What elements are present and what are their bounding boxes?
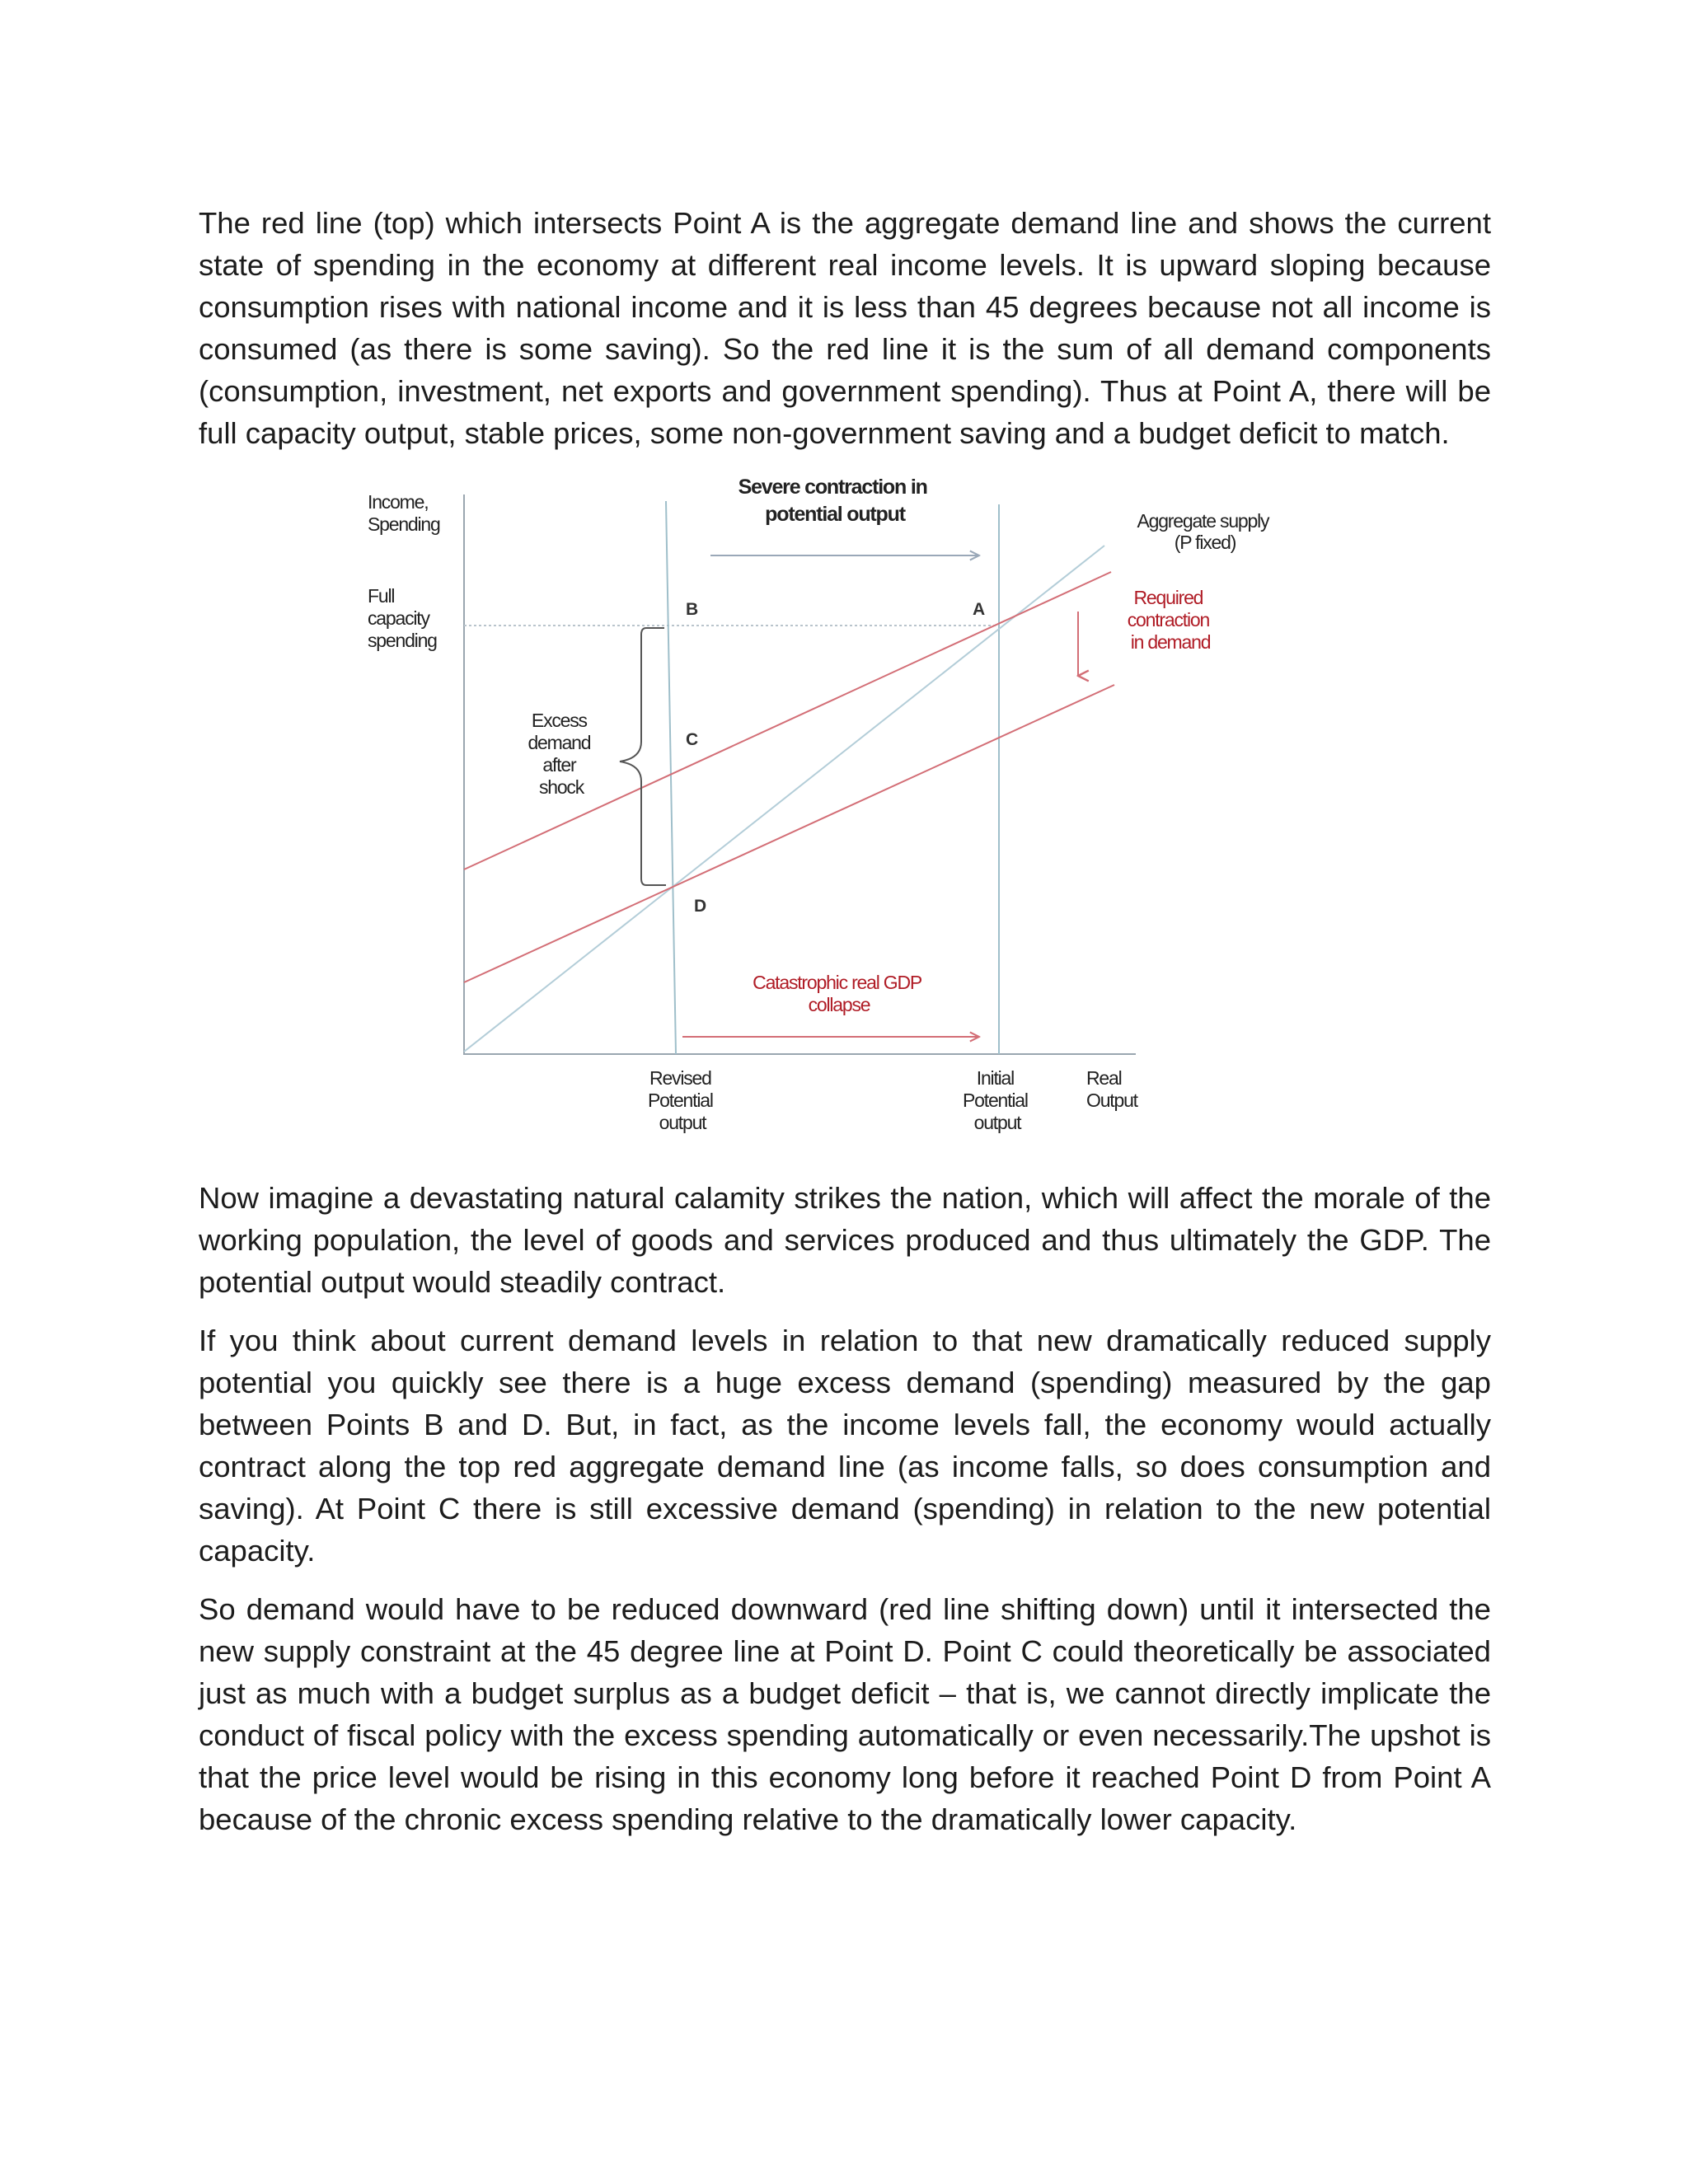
paragraph-excess-demand: If you think about current demand levels in relation to that new dramatically reduced supply potential you quickly see there is a huge excess demand (spending) measured by the gap between Points B and D. But, in fact, as the income levels fall, the economy would actually contract along the top red aggregate demand line (as income falls, so does consumption and saving). At Point C there is still excessive demand (spending) in relation to the new potential capacity.: [199, 1324, 1491, 1568]
required-contraction-label: Required contraction in demand: [1127, 587, 1211, 653]
paragraph-intro: The red line (top) which intersects Point A is the aggregate demand line and shows the current state of spending in the economy at different real income levels. It is upward sloping because consumption rises with national income and it is less than 45 degrees because not all income is consumed (as there is some saving). So the red line it is the sum of all demand components (consumption, investment, net exports and government spending). Thus at Point A, there will be full capacity output, stable prices, some non-government saving and a budget deficit to match.: [199, 206, 1491, 450]
point-a-label: A: [973, 600, 984, 619]
point-d-label: D: [694, 897, 706, 916]
real-output-label: Real Output: [1086, 1067, 1137, 1111]
excess-demand-brace: [620, 628, 666, 885]
revised-potential-label: Revised Potential output: [648, 1067, 713, 1133]
excess-demand-label: Excess demand after shock: [528, 710, 591, 798]
point-c-label: C: [686, 730, 697, 749]
revised-potential-line: [666, 501, 676, 1054]
point-b-label: B: [686, 600, 697, 619]
paragraph-calamity: Now imagine a devastating natural calamity strikes the nation, which will affect the morale of the working population, the level of goods and services produced and thus ultimately the GDP. The potential output would steadily contract.: [199, 1181, 1491, 1299]
y-axis-label: Income, Spending: [368, 491, 440, 535]
aggregate-supply-label: Aggregate supply (P fixed): [1137, 510, 1269, 553]
paragraph-demand-reduction: So demand would have to be reduced downward (red line shifting down) until it intersected the new supply constraint at the 45 degree line at Point D. Point C could theoretically be associated just as much with a budget surplus as a budget deficit – that is, we cannot directly implicate the conduct of fiscal policy with the excess spending automatically or even necessarily.The upshot is that the price level would be rising in this economy long before it reached Point D from Point A because of the chronic excess spending relative to the dramatically lower capacity.: [199, 1592, 1491, 1836]
initial-potential-label: Initial Potential output: [963, 1067, 1028, 1133]
full-capacity-label: Full capacity spending: [368, 585, 437, 651]
diagram-title: Severe contraction in potential output: [738, 476, 927, 526]
collapse-label: Catastrophic real GDP collapse: [753, 972, 921, 1015]
